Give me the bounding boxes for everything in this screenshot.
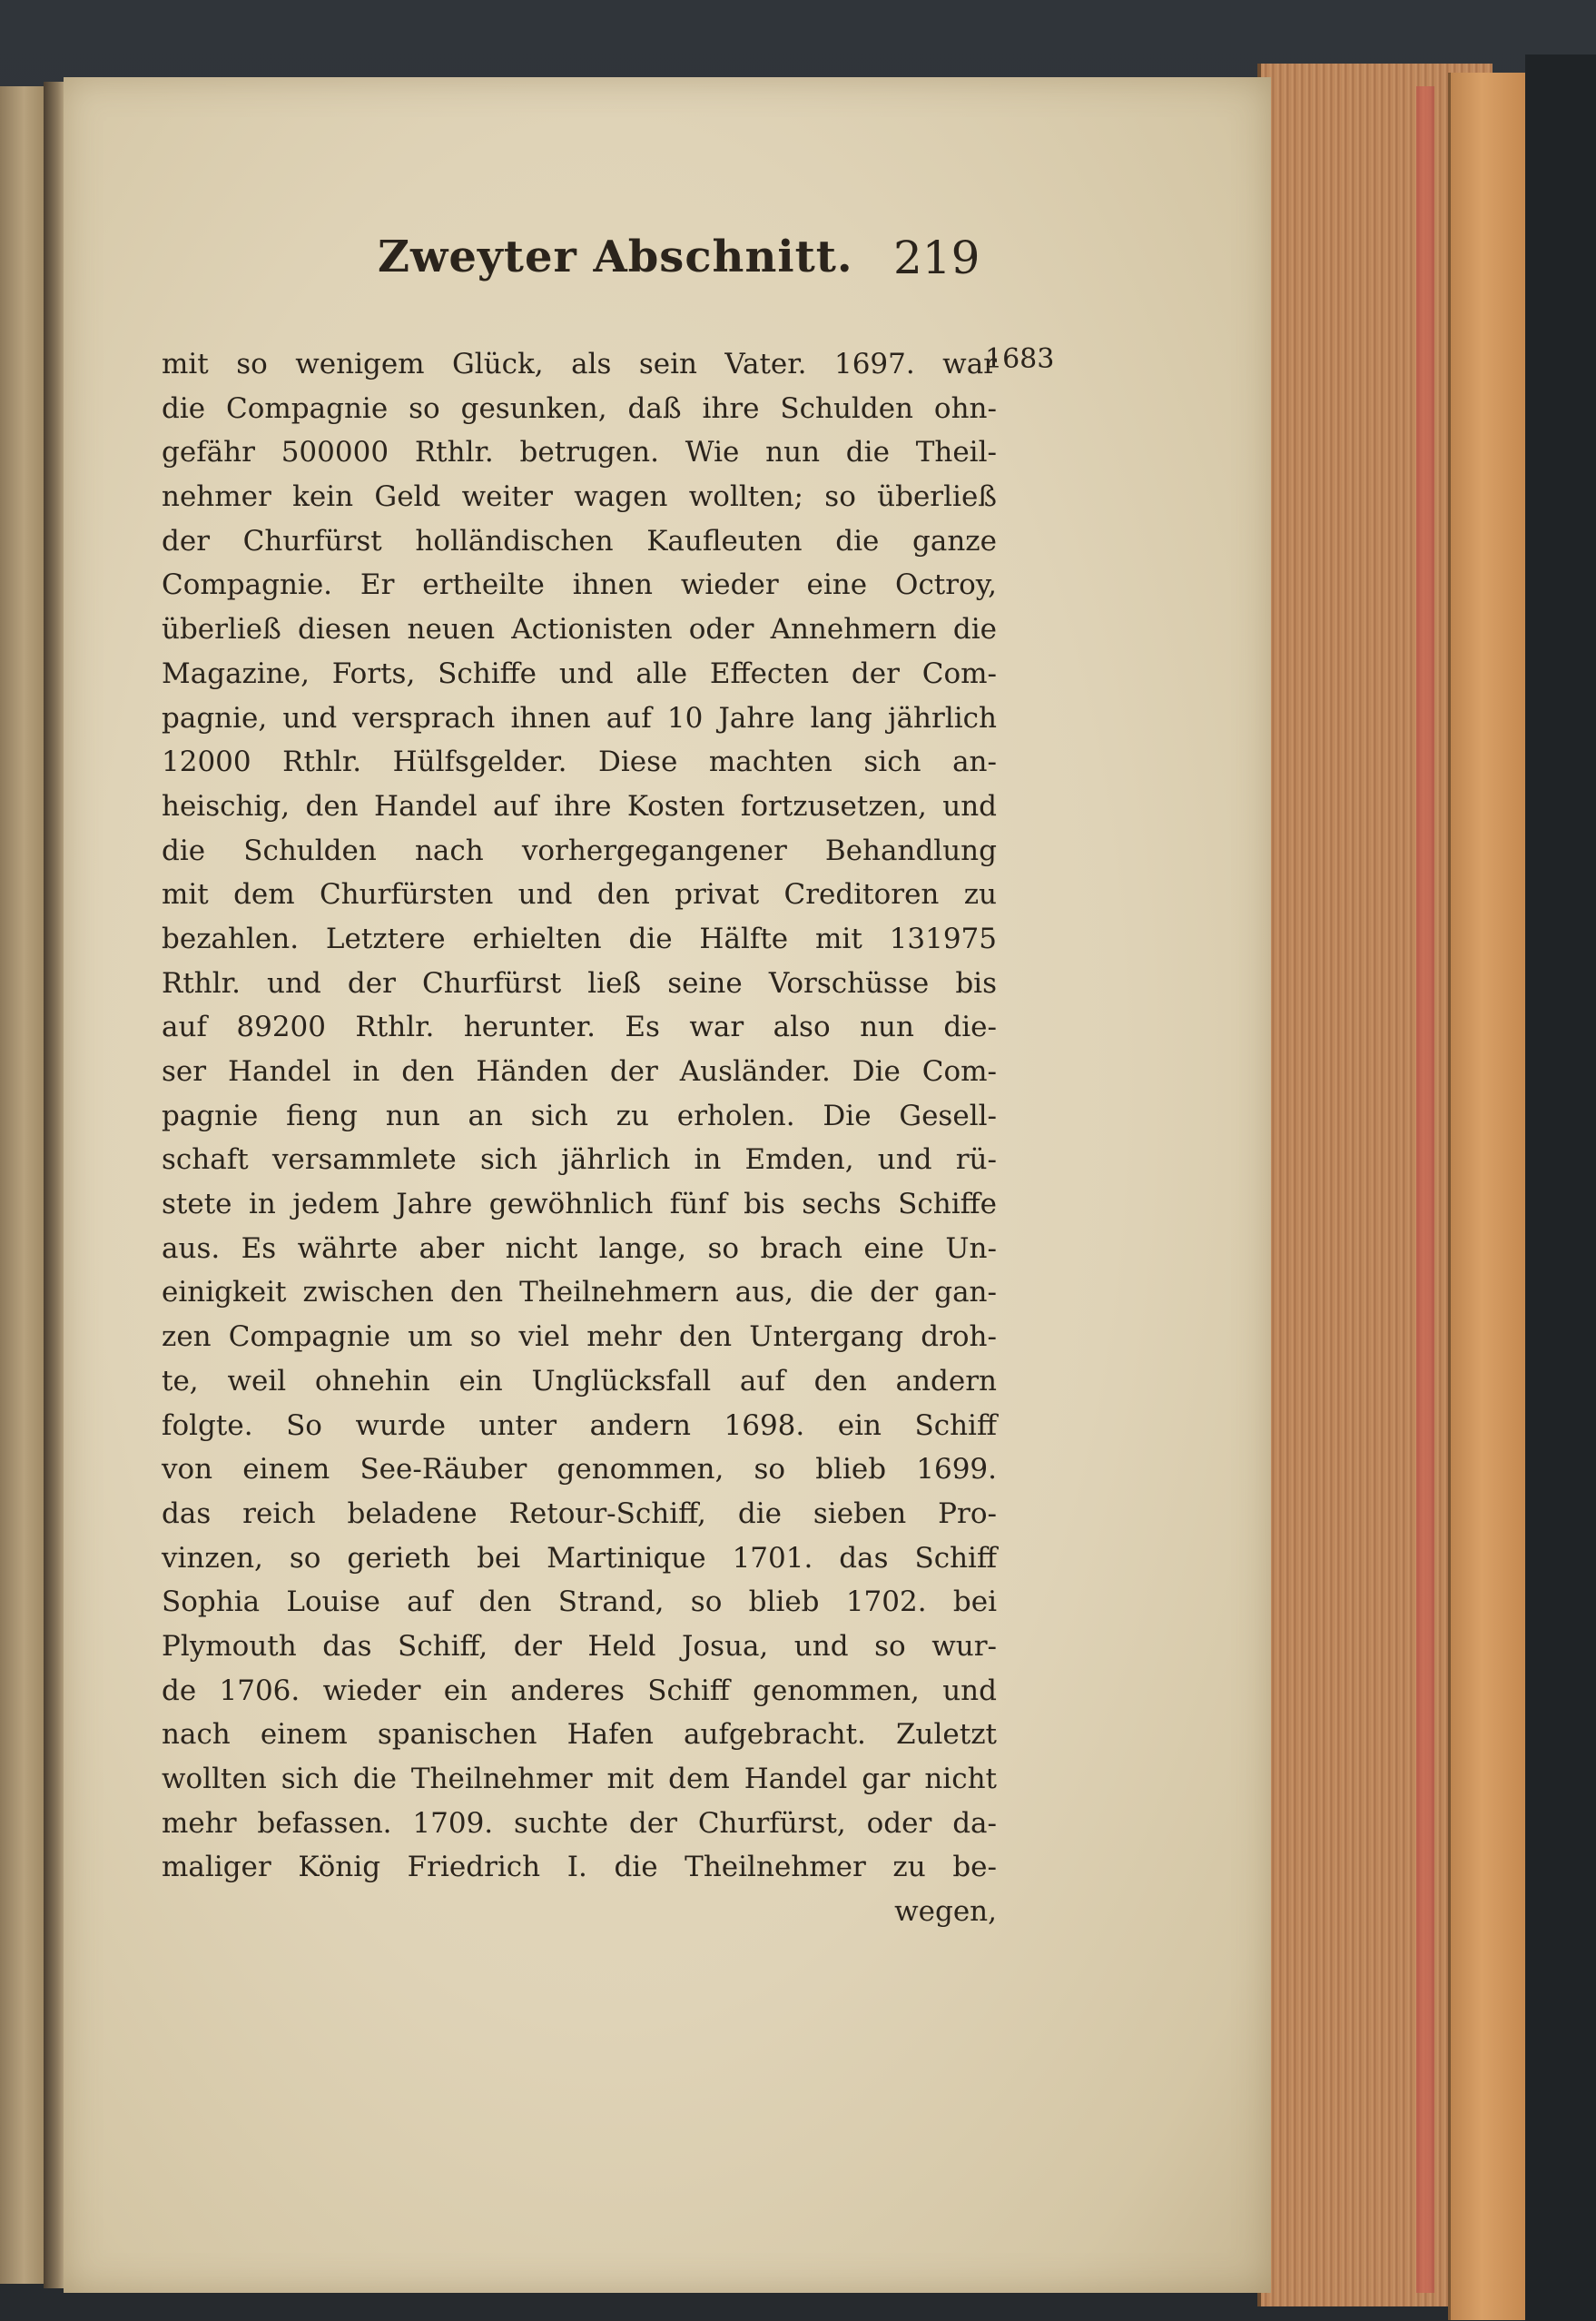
text-line: mehr befassen. 1709. suchte der Churfürst, oder da- bbox=[162, 1806, 997, 1840]
text-line: mit dem Churfürsten und den privat Creditoren zu bbox=[162, 878, 997, 912]
text-line: ser Handel in den Händen der Ausländer. Die Com- bbox=[162, 1055, 997, 1088]
text-line: mit so wenigem Glück, als sein Vater. 1697. war bbox=[162, 348, 997, 380]
text-line: de 1706. wieder ein anderes Schiff genommen, und bbox=[162, 1674, 997, 1707]
text-line: aus. Es währte aber nicht lange, so brach eine Un- bbox=[162, 1231, 997, 1265]
background-strip bbox=[1525, 54, 1596, 2321]
red-edge-stain bbox=[1416, 86, 1434, 2293]
text-line: maliger König Friedrich I. die Theilnehmer zu be- bbox=[162, 1851, 997, 1884]
text-block bbox=[162, 232, 997, 1934]
text-line: pagnie, und versprach ihnen auf 10 Jahre lang jährlich bbox=[162, 701, 997, 735]
text-line: der Churfürst holländischen Kaufleuten die ganze bbox=[162, 524, 997, 558]
text-line: auf 89200 Rthlr. herunter. Es war also nun die- bbox=[162, 1011, 997, 1044]
running-title: Zweyter Abschnitt. bbox=[378, 232, 853, 282]
marginal-year-note: 1683 bbox=[985, 343, 1055, 375]
text-line: te, weil ohnehin ein Unglücksfall auf den andern bbox=[162, 1364, 997, 1398]
text-line: schaft versammlete sich jährlich in Emden, und rü- bbox=[162, 1143, 997, 1177]
text-line: einigkeit zwischen den Theilnehmern aus, die der gan- bbox=[162, 1276, 997, 1309]
text-line: von einem See-Räuber genommen, so blieb 1699. bbox=[162, 1453, 997, 1486]
text-line: Plymouth das Schiff, der Held Josua, und so wur- bbox=[162, 1629, 997, 1663]
body-text bbox=[162, 342, 997, 1934]
text-line: gefähr 500000 Rthlr. betrugen. Wie nun die Theil- bbox=[162, 436, 997, 469]
text-line: wegen, bbox=[894, 1895, 997, 1929]
text-line: folgte. So wurde unter andern 1698. ein Schiff bbox=[162, 1408, 997, 1442]
text-line: die Schulden nach vorhergegangener Behandlung bbox=[162, 834, 997, 867]
left-page-edge bbox=[0, 86, 46, 2284]
text-line: nach einem spanischen Hafen aufgebracht. Zuletzt bbox=[162, 1718, 997, 1752]
text-line: bezahlen. Letztere erhielten die Hälfte mit 131975 bbox=[162, 922, 997, 955]
text-line: pagnie fieng nun an sich zu erholen. Die Gesell- bbox=[162, 1099, 997, 1132]
text-line: 12000 Rthlr. Hülfsgelder. Diese machten sich an- bbox=[162, 746, 997, 779]
text-line: wollten sich die Theilnehmer mit dem Handel gar nicht bbox=[162, 1763, 997, 1795]
page-number: 219 bbox=[893, 232, 980, 284]
text-line: Sophia Louise auf den Strand, so blieb 1702. bei bbox=[162, 1585, 997, 1619]
text-line: überließ diesen neuen Actionisten oder Annehmern die bbox=[162, 613, 997, 647]
text-line: nehmer kein Geld weiter wagen wollten; so überließ bbox=[162, 480, 997, 514]
text-line: zen Compagnie um so viel mehr den Untergang droh- bbox=[162, 1320, 997, 1354]
page-header bbox=[162, 232, 997, 313]
text-line: Magazine, Forts, Schiffe und alle Effecten der Com- bbox=[162, 657, 997, 690]
book-cover-edge bbox=[1448, 73, 1528, 2320]
text-line: vinzen, so gerieth bei Martinique 1701. das Schiff bbox=[162, 1541, 997, 1575]
text-line: das reich beladene Retour-Schiff, die sieben Pro- bbox=[162, 1496, 997, 1530]
text-line: Compagnie. Er ertheilte ihnen wieder eine Octroy, bbox=[162, 568, 997, 602]
text-line: die Compagnie so gesunken, daß ihre Schulden ohn- bbox=[162, 391, 997, 425]
text-line: Rthlr. und der Churfürst ließ seine Vorschüsse bis bbox=[162, 966, 997, 1000]
text-line: stete in jedem Jahre gewöhnlich fünf bis sechs Schiffe bbox=[162, 1188, 997, 1221]
text-line: heischig, den Handel auf ihre Kosten fortzusetzen, und bbox=[162, 789, 997, 823]
